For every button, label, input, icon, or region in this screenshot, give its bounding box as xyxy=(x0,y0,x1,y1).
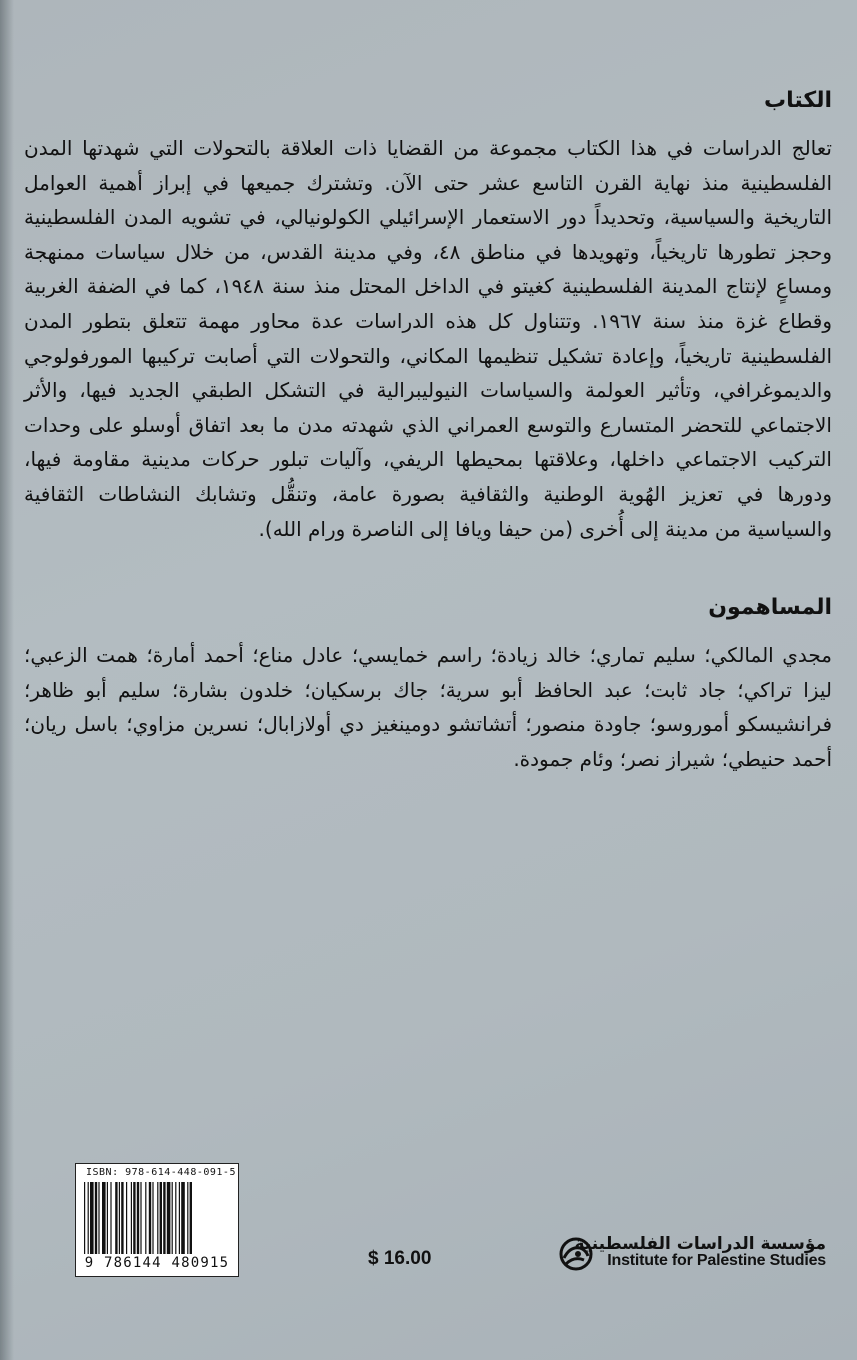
book-description: تعالج الدراسات في هذا الكتاب مجموعة من القضايا ذات العلاقة بالتحولات التي شهدتها المدن الفلسطينية منذ نهاية القرن التاسع عشر حتى الآن. وتشترك جميعها في إبراز أهمية العوامل التاريخية والسياسية، وتحديداً دور الاستعمار الإسرائيلي الكولونيالي، في تشويه المدن الفلسطينية وحجز تطورها تاريخياً، وتهويدها في مناطق ٤٨، وفي مدينة القدس، من خلال سياسات ممنهجة ومساعٍ لإنتاج المدينة الفلسطينية كغيتو في الداخل المحتل منذ سنة ١٩٤٨، كما في الضفة الغربية وقطاع غزة منذ سنة ١٩٦٧. وتتناول كل هذه الدراسات عدة محاور مهمة تتعلق بتطور المدن الفلسطينية تاريخياً، وإعادة تشكيل تنظيمها المكاني، والتحولات التي أصابت تركيبها المورفولوجي والديموغرافي، وتأثير العولمة والسياسات النيوليبرالية في التشكل الطبقي الجديد فيها، والأثر الاجتماعي للتحضر المتسارع والتوسع العمراني الذي شهدته مدن ما بعد اتفاق أوسلو على وحدات التركيب الاجتماعي داخلها، وعلاقتها بمحيطها الريفي، وآليات تبلور حركات مدينية مقاومة فيها، ودورها في تعزيز الهُوية الوطنية والثقافية بصورة عامة، وتنقُّل وتشابك النشاطات الثقافية والسياسية من مدينة إلى أُخرى (من حيفا ويافا إلى الناصرة ورام الله). xyxy=(24,136,832,541)
isbn-label: ISBN: 978-614-448-091-5 xyxy=(86,1167,236,1178)
book-heading: الكتاب xyxy=(764,88,832,113)
price: $ 16.00 xyxy=(368,1248,432,1269)
contributors-list: مجدي المالكي؛ سليم تماري؛ خالد زيادة؛ راسم خمايسي؛ عادل مناع؛ أحمد أمارة؛ همت الزعبي؛ ليزا تراكي؛ جاد ثابت؛ عبد الحافظ أبو سرية؛ جاك برسكيان؛ خلدون بشارة؛ سليم أبو ظاهر؛ فرانشيسكو أموروسو؛ جاودة منصور؛ أتشاتشو دومينغيز دي أولازابال؛ نسرين مزاوي؛ باسل ريان؛ أحمد حنيطي؛ شيراز نصر؛ وئام جمودة. xyxy=(24,643,832,771)
barcode-bars xyxy=(84,1182,230,1254)
spine-shadow xyxy=(0,0,14,1360)
publisher-name-ar: مؤسسة الدراسات الفلسطينية xyxy=(574,1234,826,1254)
isbn-barcode xyxy=(75,1163,239,1277)
publisher-name-en: Institute for Palestine Studies xyxy=(607,1252,826,1269)
publisher-block xyxy=(556,1234,826,1274)
barcode-digits: 9 786144 480915 xyxy=(84,1255,230,1271)
contributors-heading: المساهمون xyxy=(708,595,832,621)
text-content xyxy=(24,85,832,777)
